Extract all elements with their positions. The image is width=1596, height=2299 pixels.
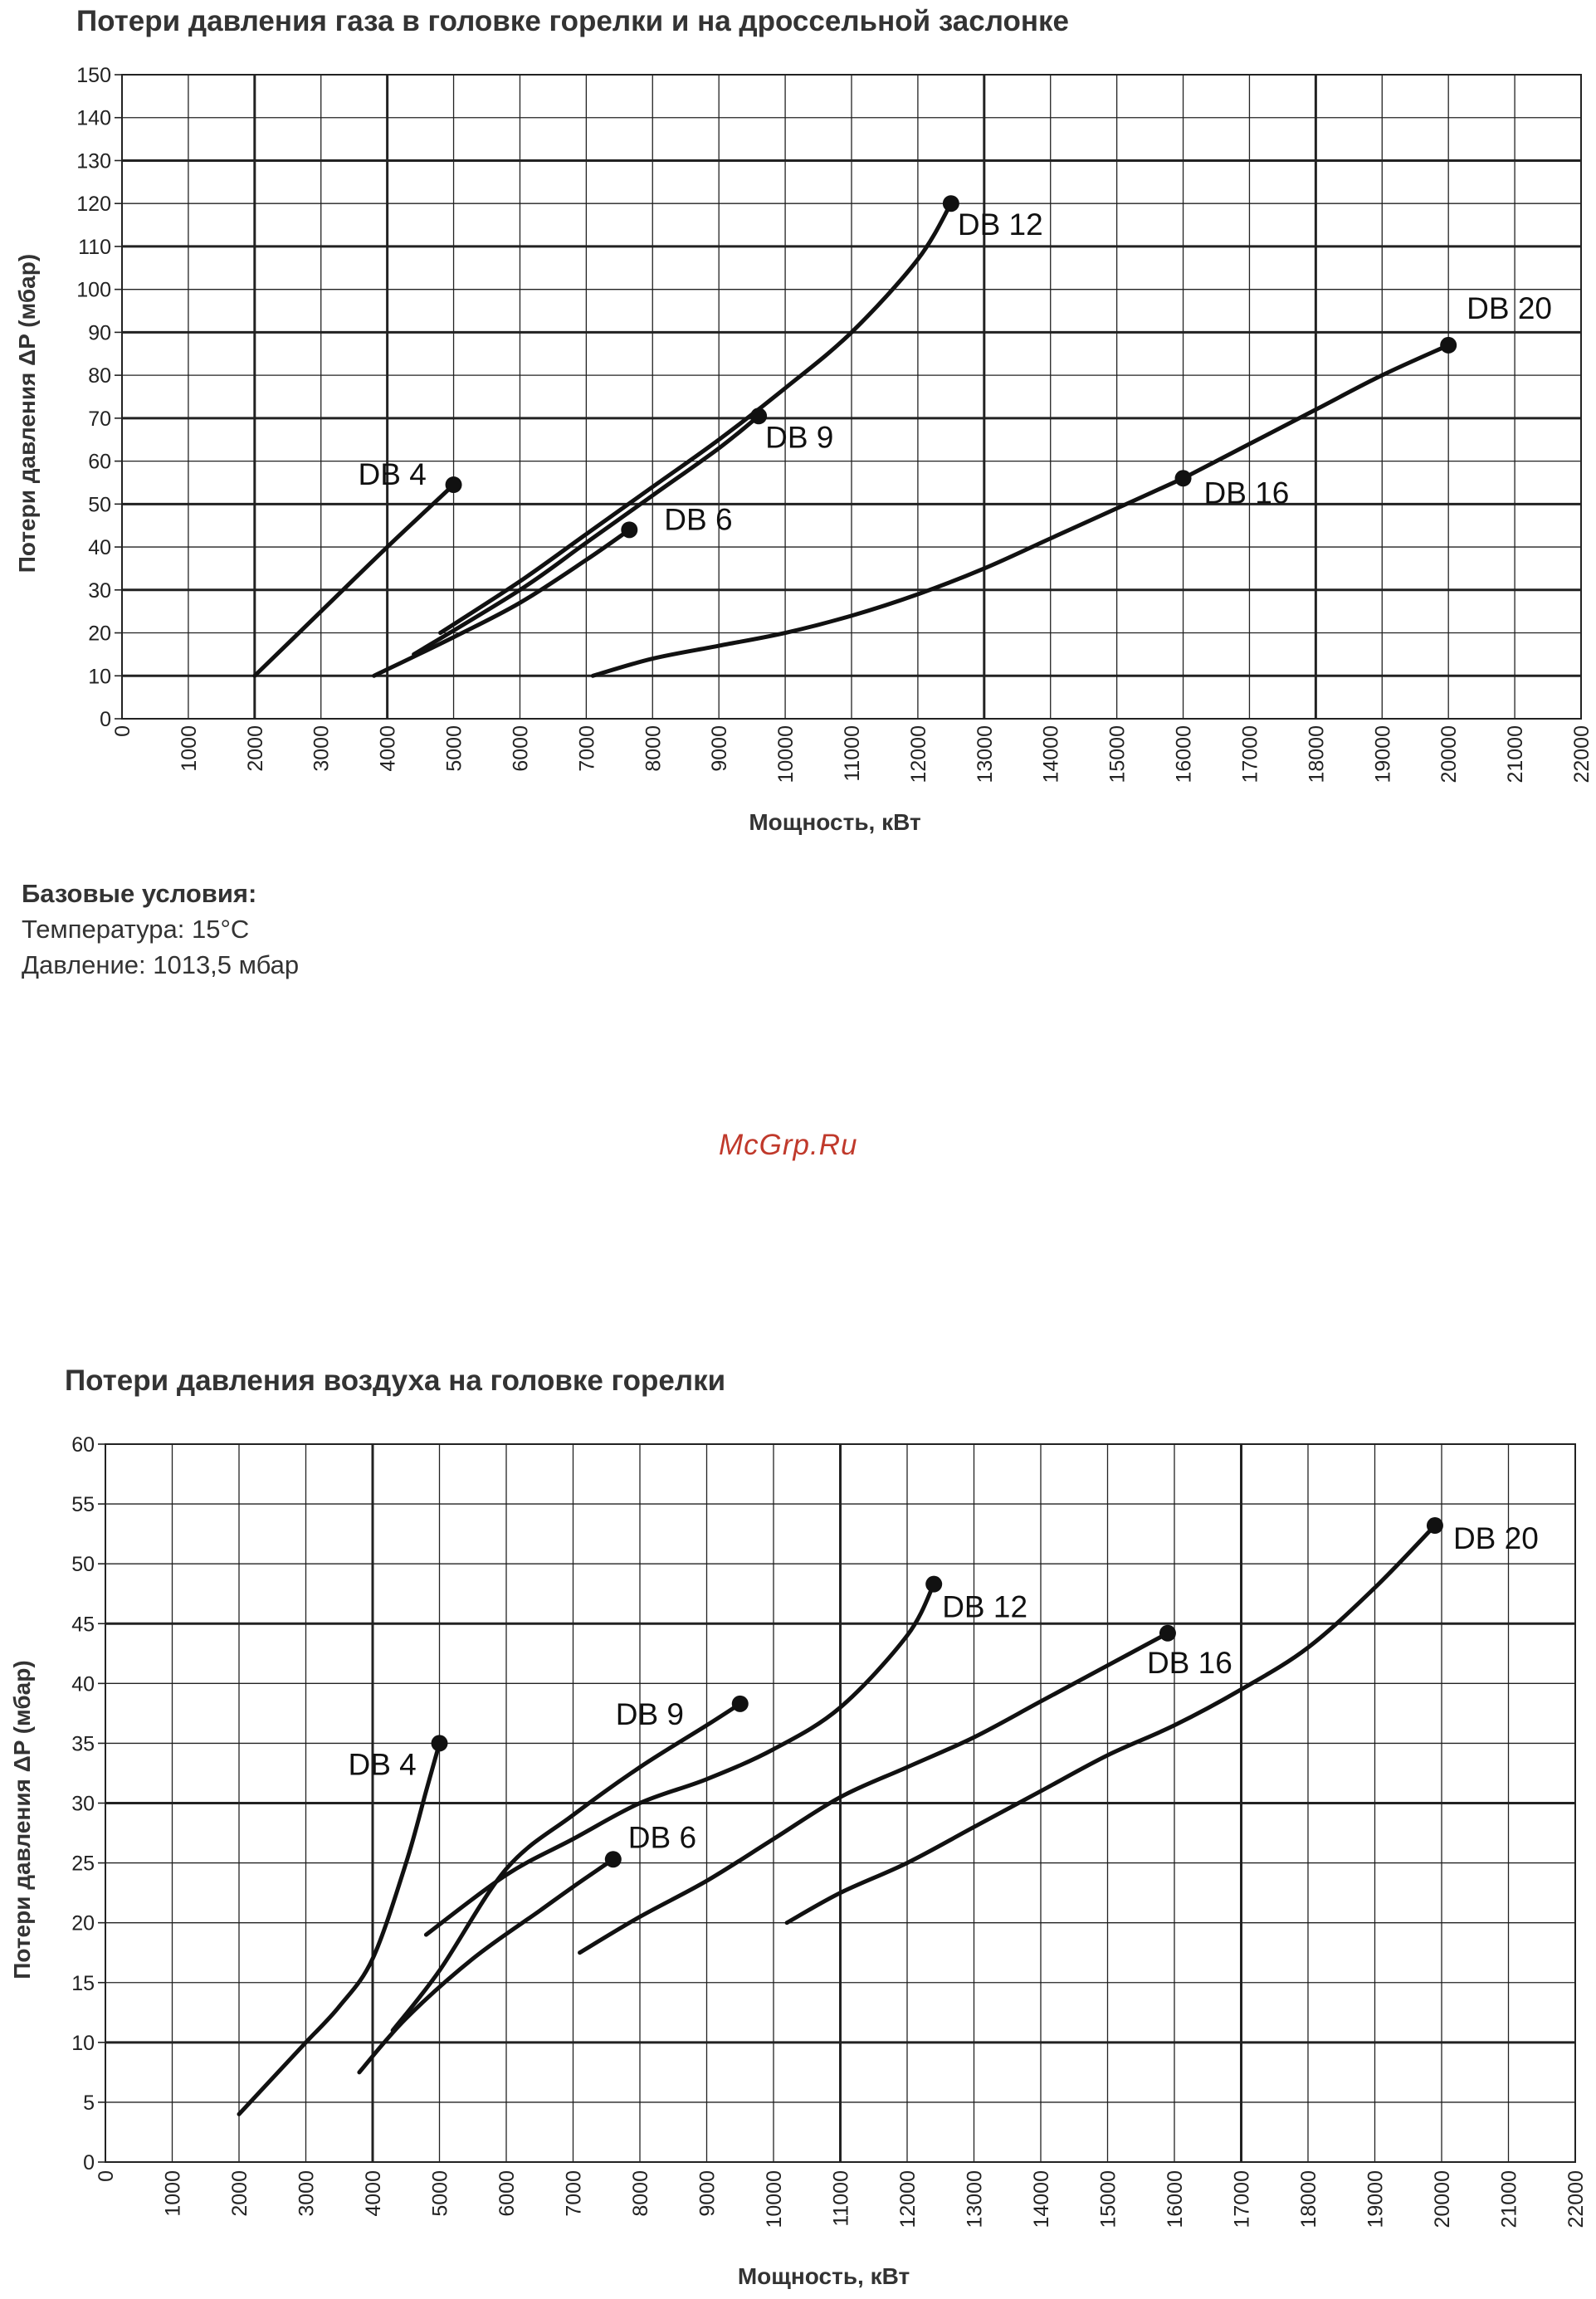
series-label-db-6: DB 6	[664, 502, 733, 537]
y-tick-label: 140	[76, 106, 111, 130]
x-tick-label: 2000	[228, 2170, 251, 2217]
x-axis-label: Мощность, кВт	[737, 2263, 910, 2289]
series-label-db-20: DB 20	[1452, 1521, 1539, 1556]
x-tick-label: 12000	[896, 2170, 920, 2228]
x-tick-label: 0	[111, 725, 134, 737]
x-tick-label: 15000	[1096, 2170, 1120, 2228]
y-tick-label: 10	[71, 2031, 95, 2055]
x-tick-label: 18000	[1305, 725, 1329, 783]
y-tick-label: 0	[83, 2151, 95, 2175]
endpoint-marker-db-9	[732, 1696, 749, 1712]
x-tick-label: 17000	[1230, 2170, 1254, 2228]
series-label-db-4: DB 4	[348, 1747, 417, 1782]
y-tick-label: 40	[71, 1672, 95, 1696]
x-tick-label: 7000	[575, 725, 599, 772]
x-tick-label: 11000	[841, 725, 864, 782]
y-tick-label: 20	[88, 622, 111, 646]
x-tick-label: 8000	[642, 725, 666, 772]
y-axis-label: Потери давления ΔP (мбар)	[14, 253, 40, 574]
y-tick-label: 50	[71, 1553, 95, 1577]
series-label-db-16: DB 16	[1203, 476, 1290, 510]
x-tick-label: 0	[95, 2170, 118, 2182]
y-tick-label: 20	[71, 1911, 95, 1935]
x-tick-label: 13000	[963, 2170, 987, 2228]
y-tick-label: 30	[88, 578, 111, 603]
x-tick-label: 5000	[428, 2170, 452, 2217]
x-axis-label: Мощность, кВт	[749, 809, 921, 835]
x-tick-label: 11000	[829, 2170, 853, 2227]
x-tick-label: 14000	[1030, 2170, 1053, 2228]
x-tick-label: 20000	[1431, 2170, 1454, 2228]
y-tick-label: 0	[100, 708, 111, 731]
endpoint-marker-db-12	[925, 1576, 942, 1593]
x-tick-label: 18000	[1297, 2170, 1320, 2228]
x-tick-label: 4000	[376, 725, 400, 772]
y-tick-label: 110	[78, 235, 111, 259]
y-tick-label: 10	[88, 665, 111, 689]
y-tick-label: 90	[88, 321, 111, 345]
base-pressure: Давление: 1013,5 мбар	[22, 950, 300, 979]
x-tick-label: 8000	[629, 2170, 652, 2217]
x-tick-label: 13000	[973, 725, 997, 783]
x-tick-label: 2000	[243, 725, 267, 772]
y-tick-label: 100	[76, 278, 111, 302]
x-tick-label: 17000	[1238, 725, 1262, 783]
y-tick-label: 120	[76, 193, 111, 217]
base-conditions-title: Базовые условия:	[22, 879, 257, 908]
y-tick-label: 80	[88, 364, 111, 388]
series-label-db-4: DB 4	[358, 457, 427, 492]
y-tick-label: 60	[71, 1433, 95, 1457]
x-tick-label: 9000	[708, 725, 732, 772]
series-line-db-12	[426, 1584, 934, 1935]
series-label-db-20: DB 20	[1467, 290, 1553, 325]
y-tick-label: 45	[71, 1613, 95, 1637]
y-tick-label: 150	[76, 64, 111, 87]
series-label-db-12: DB 12	[957, 207, 1043, 242]
x-tick-label: 14000	[1039, 725, 1063, 783]
y-tick-label: 30	[71, 1792, 95, 1816]
endpoint-marker-db-4	[432, 1735, 448, 1751]
y-tick-label: 50	[88, 493, 111, 517]
x-tick-label: 22000	[1570, 725, 1594, 783]
y-tick-label: 40	[88, 536, 111, 560]
x-tick-label: 9000	[696, 2170, 720, 2217]
y-tick-label: 15	[71, 1971, 95, 1995]
x-tick-label: 21000	[1504, 725, 1528, 783]
x-tick-label: 19000	[1371, 725, 1395, 783]
x-tick-label: 16000	[1172, 725, 1196, 783]
y-tick-label: 55	[71, 1493, 95, 1517]
air-chart-title: Потери давления воздуха на головке горелки	[65, 1364, 726, 1397]
y-tick-label: 5	[83, 2091, 95, 2115]
x-tick-label: 4000	[362, 2170, 385, 2217]
base-temperature: Температура: 15°C	[22, 915, 250, 944]
y-axis-label: Потери давления ΔP (мбар)	[9, 1660, 35, 1979]
y-tick-label: 130	[76, 149, 111, 173]
grid	[98, 1444, 1575, 2162]
series-line-db-4	[239, 1743, 440, 2114]
x-tick-label: 10000	[774, 725, 798, 783]
x-tick-label: 10000	[763, 2170, 786, 2228]
series-label-db-9: DB 9	[615, 1696, 685, 1731]
x-tick-label: 5000	[442, 725, 466, 772]
x-tick-label: 1000	[161, 2170, 185, 2217]
x-tick-label: 12000	[906, 725, 930, 783]
x-tick-label: 3000	[295, 2170, 319, 2217]
series-label-db-16: DB 16	[1146, 1645, 1232, 1680]
x-tick-label: 7000	[562, 2170, 586, 2217]
x-tick-label: 19000	[1364, 2170, 1388, 2228]
endpoint-marker-db-20	[1427, 1517, 1443, 1534]
x-tick-label: 22000	[1564, 2170, 1588, 2228]
x-tick-label: 21000	[1497, 2170, 1521, 2228]
x-tick-label: 20000	[1437, 725, 1462, 783]
x-tick-label: 6000	[495, 2170, 519, 2217]
y-tick-label: 35	[71, 1732, 95, 1756]
y-tick-label: 60	[88, 450, 111, 474]
endpoint-marker-db-6	[605, 1851, 622, 1867]
y-tick-label: 70	[88, 407, 111, 431]
y-tick-label: 25	[71, 1852, 95, 1876]
gas-chart-title: Потери давления газа в головке горелки и на дроссельной заслонке	[76, 5, 1069, 37]
x-tick-label: 1000	[177, 725, 201, 772]
watermark-text: McGrp.Ru	[719, 1129, 858, 1161]
x-tick-label: 3000	[310, 725, 334, 772]
x-tick-label: 6000	[509, 725, 533, 772]
endpoint-marker-db-16	[1159, 1625, 1176, 1642]
series-label-db-9: DB 9	[765, 420, 834, 455]
series-label-db-12: DB 12	[942, 1589, 1028, 1624]
series-label-db-6: DB 6	[627, 1820, 697, 1855]
x-tick-label: 16000	[1164, 2170, 1187, 2228]
x-tick-label: 15000	[1105, 725, 1130, 783]
